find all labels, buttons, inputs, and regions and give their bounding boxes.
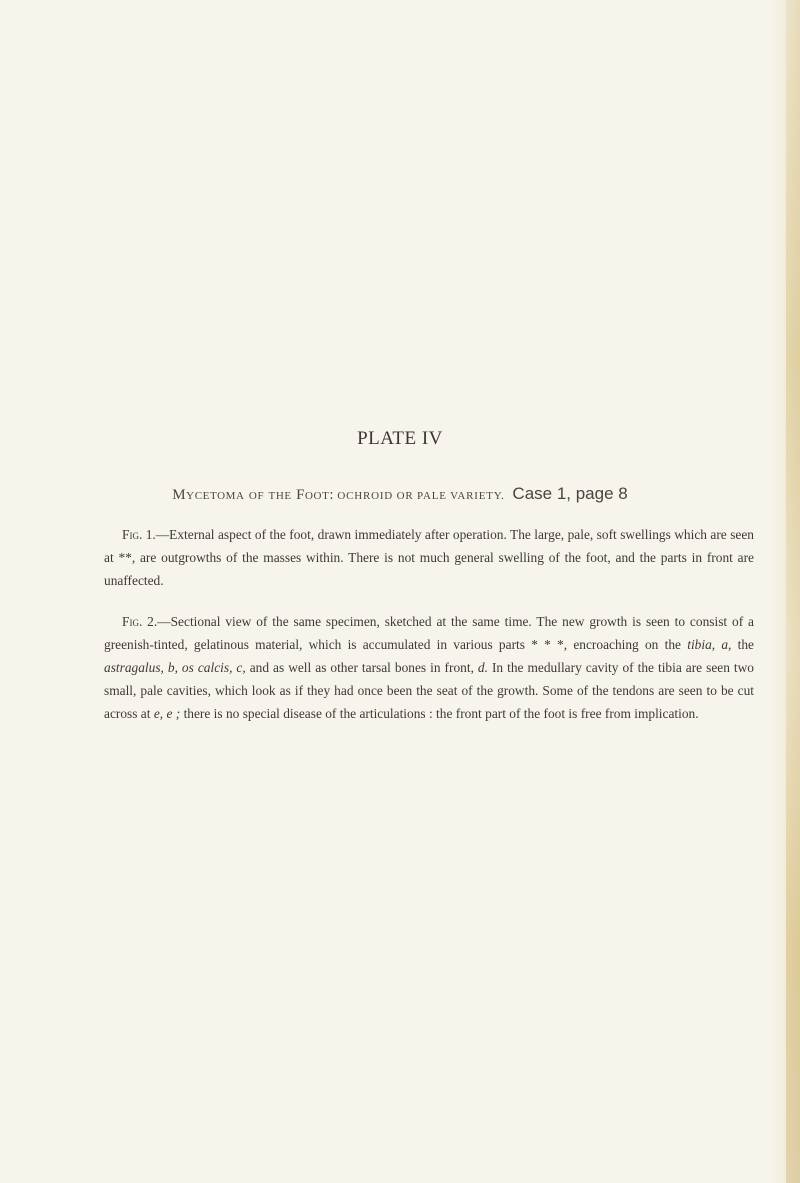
fig2-text-1: —Sectional view of the same specimen, sketched at the same time. The new growth is seen to consist of a greenish-tinted, gelatinous material, which is accumulated in various parts * * *, encroaching on the — [104, 614, 754, 652]
subtitle-variety: OCHROID OR PALE VARIETY. — [337, 490, 505, 502]
fig2-ref-tendons: e, e ; — [153, 706, 181, 721]
fig2-ref-tibia: tibia, a, — [687, 637, 732, 652]
subtitle-colon: : — [329, 487, 334, 503]
plate-subtitle — [0, 484, 800, 504]
fig2-ref-astragalus: astragalus, b, os calcis, c, — [104, 660, 246, 675]
fig1-text: —External aspect of the foot, drawn immediately after operation. The large, pale, soft swellings which are seen at **, are outgrowths of the masses within. There is not much general swelling of the foot, and the parts in front are unaffected. — [104, 527, 754, 588]
fig1-caption — [104, 523, 754, 592]
fig2-ref-d: d. — [477, 660, 488, 675]
fig2-caption — [104, 610, 754, 725]
fig2-text-3: and as well as other tarsal bones in front, — [245, 660, 478, 675]
fig1-label: Fig. 1. — [122, 527, 156, 542]
plate-title: PLATE IV — [357, 428, 443, 449]
fig2-text-4: In the medullary cavity of the tibia are seen two small, pale cavities, which look as if they had once been the seat of the growth. Some of the tendons are seen to be cut across at — [104, 660, 754, 721]
fig2-label: Fig. 2. — [122, 614, 158, 629]
fig2-text-2: the — [731, 637, 754, 652]
fig2-text-5: there is no special disease of the articulations : the front part of the foot is free from implication. — [180, 706, 699, 721]
page-edge-stain — [786, 0, 800, 1183]
subtitle-disease: Mycetoma of the Foot — [172, 487, 330, 503]
subtitle-case-page: Case 1, page 8 — [512, 484, 628, 503]
